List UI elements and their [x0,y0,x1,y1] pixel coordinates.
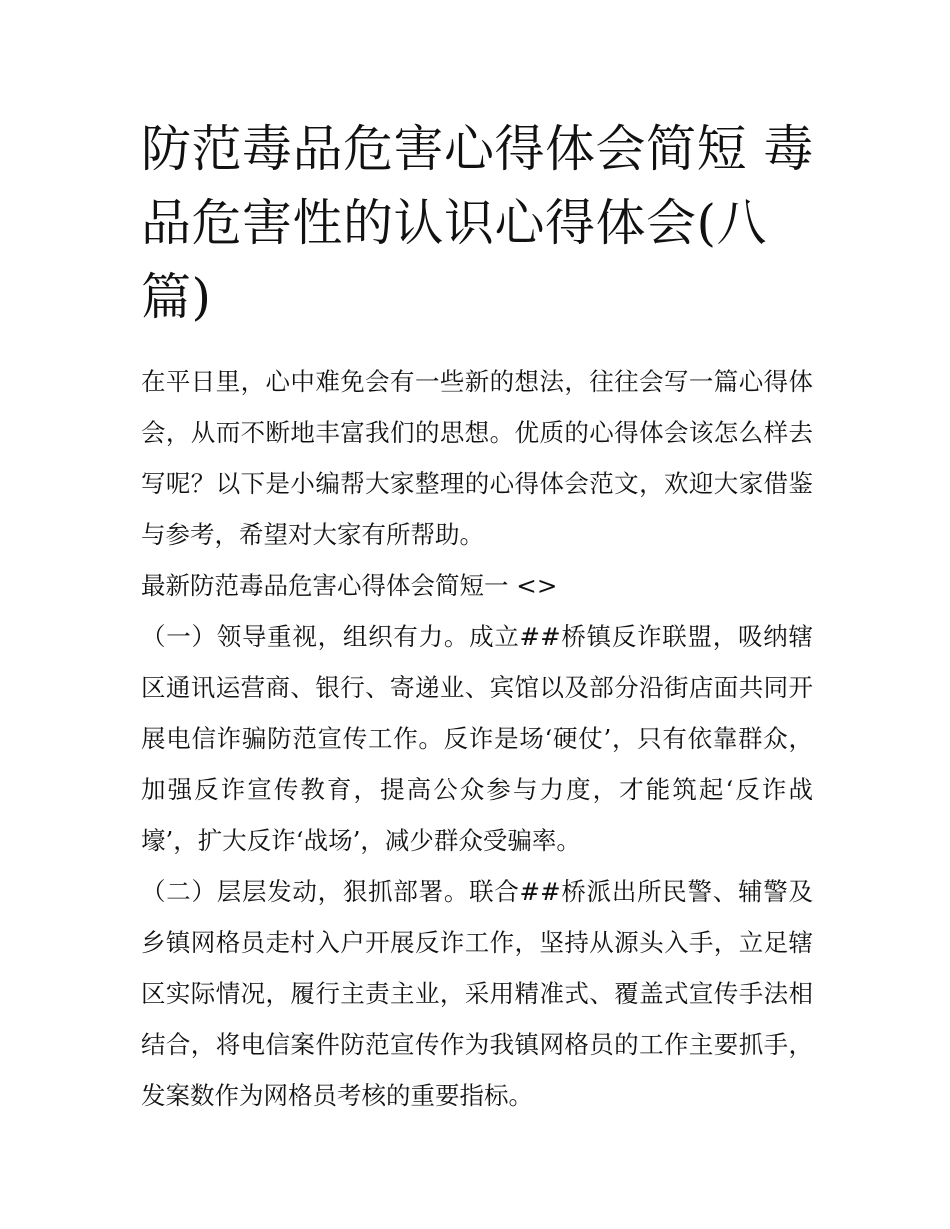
paragraph-point-two: （二）层层发动，狠抓部署。联合##桥派出所民警、辅警及乡镇网格员走村入户开展反诈工作，坚持从源头入手，立足辖区实际情况，履行主责主业，采用精准式、覆盖式宣传手法相结合，将电信案件防范宣传作为我镇网格员的工作主要抓手，发案数作为网格员考核的重要指标。 [141,877,813,1110]
paragraph-intro: 在平日里，心中难免会有一些新的想法，往往会写一篇心得体会，从而不断地丰富我们的思想。优质的心得体会该怎么样去写呢？以下是小编帮大家整理的心得体会范文，欢迎大家借鉴与参考，希望对大家有所帮助。 [141,367,813,549]
document-body [141,356,813,1121]
paragraph-point-one: （一）领导重视，组织有力。成立##桥镇反诈联盟，吸纳辖区通讯运营商、银行、寄递业、宾馆以及部分沿街店面共同开展电信诈骗防范宣传工作。反诈是场‘硬仗’，只有依靠群众，加强反诈宣传教育，提高公众参与力度，才能筑起‘反诈战壕’，扩大反诈‘战场’，减少群众受骗率。 [141,622,813,855]
paragraph-section-heading: 最新防范毒品危害心得体会简短一 <> [141,571,558,600]
document-title: 防范毒品危害心得体会简短 毒品危害性的认识心得体会(八篇) [141,120,814,326]
